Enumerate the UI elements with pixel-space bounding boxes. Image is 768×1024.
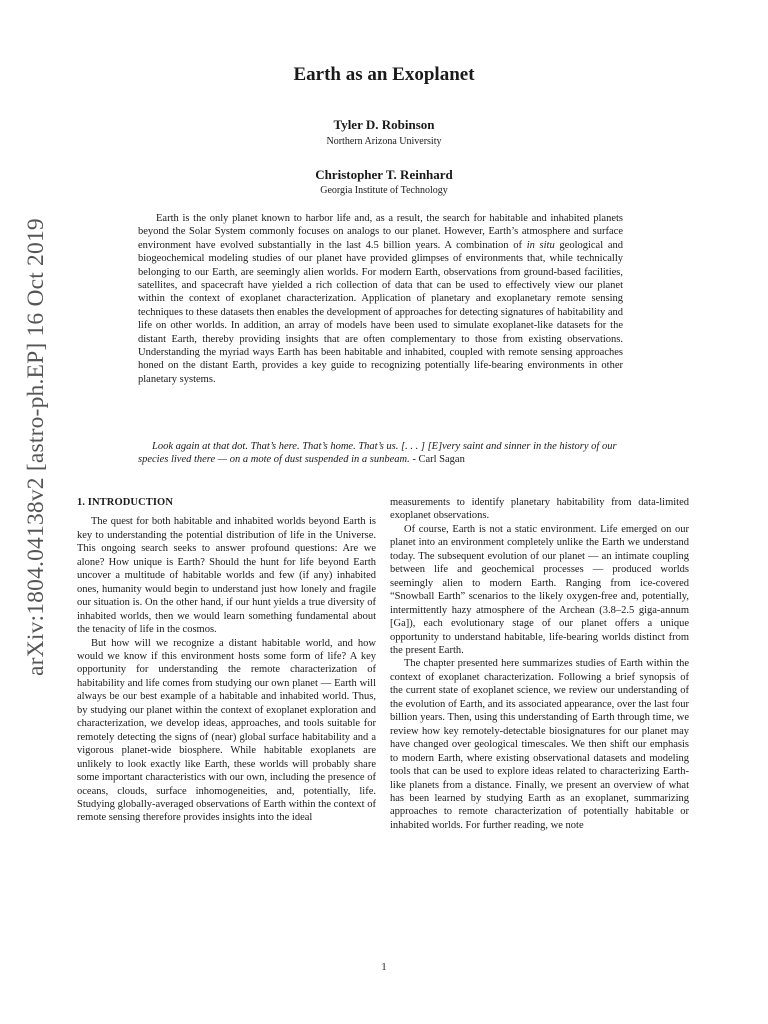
arxiv-identifier-stamp: [23, 218, 49, 676]
epigraph: [138, 440, 623, 467]
paragraph: But how will we recognize a distant habitable world, and how would we know if this environment hosts some form of life? A key opportunity for understanding the remote characterization of habitability and life comes from studying our own planet — Earth will always be our best example of a habitable and inhabited world. Thus, by studying our planet within the context of exoplanet exploration and characterization, we develop ideas, approaches, and tools suitable for remotely detecting the signs of (near) global surface habitability and a vigorous planet-wide biosphere. While habitable exoplanets are unlikely to look exactly like Earth, these worlds will probably share some important characteristics with our own, including the presence of oceans, clouds, surface inhomogeneities, and, potentially, life. Studying globally-averaged observations of Earth within the context of remote sensing therefore provides insights into the ideal: [77, 637, 376, 824]
epigraph-text: Look again at that dot. That’s here. That’s home. That’s us. [. . . ] [E]very saint and sinner in the history of our species lived there — on a mote of dust suspended in a sunbeam.: [138, 441, 617, 466]
author-affiliation-2: Georgia Institute of Technology: [320, 185, 448, 196]
abstract: [138, 212, 623, 386]
paper-title: Earth as an Exoplanet: [293, 64, 475, 85]
abstract-text-part-2: geological and biogeochemical modeling studies of our planet have provided glimpses of environments that, while technically belonging to our Earth, are seemingly alien worlds. For modern Earth, observations from ground-based facilities, satellites, and spacecraft have yielded a rich collection of data that can be used to effectively view our planet within the context of exoplanet characterization. Application of planetary and exoplanetary remote sensing techniques to these datasets then enables the development of approaches for detecting signatures of habitability and life on other worlds. In addition, an array of models have been used to simulate exoplanet-like datasets for the distant Earth, thereby providing insights that are often complementary to those from existing observations. Understanding the myriad ways Earth has been habitable and inhabited, coupled with remote sensing approaches honed on the distant Earth, provides a key guide to recognizing potentially life-bearing environments in other planetary systems.: [138, 239, 623, 385]
section-heading-introduction: 1. INTRODUCTION: [77, 497, 174, 508]
author-name-1: Tyler D. Robinson: [333, 117, 435, 132]
abstract-italic-term: in situ: [526, 239, 555, 251]
paragraph: The chapter presented here summarizes studies of Earth within the context of exoplanet characterization. Following a brief synopsis of the current state of exoplanet science, we review our understanding of the evolution of Earth, and its associated appearance, over the last four billion years. Then, using this understanding of Earth through time, we review how key remotely-detectable biosignatures for our planet may have changed over geological timescales. We then shift our emphasis to modern Earth, where existing observational datasets and modeling tools that can be used to explore ideas related to characterizing Earth-like planets from a distance. Finally, we present an overview of what has been learned by studying Earth as an exoplanet, summarizing approaches to remote characterization of potentially habitable or inhabited worlds. For further reading, we note: [390, 658, 689, 831]
left-column: [77, 496, 376, 825]
page-number: 1: [381, 962, 387, 973]
author-name-2: Christopher T. Reinhard: [315, 167, 453, 182]
paragraph: The quest for both habitable and inhabited worlds beyond Earth is key to understanding the potential distribution of life in the Universe. This ongoing search seeks to answer profound questions: Are we alone? How unique is Earth? Should the hunt for life beyond Earth uncover a multitude of habitable worlds and few (if any) inhabited ones, humanity would begin to understand just how lonely and fragile our situation is. On the other hand, if our hunt yields a true diversity of inhabited worlds, then we would learn something fundamental about the tenacity of life in the cosmos.: [77, 516, 376, 636]
paragraph: Of course, Earth is not a static environment. Life emerged on our planet into an environment completely unlike the Earth we understand today. The subsequent evolution of our planet — an intimate coupling between life and geochemical processes — produced worlds seemingly alien to modern Earth. Ranging from ice-covered “Snowball Earth” scenarios to the likely oxygen-free and, potentially, intermittently hazy atmosphere of the Archean (3.8–2.5 giga-annum [Ga]), each evolutionary stage of our planet offers a unique opportunity to understand habitable, life-bearing worlds distinct from the present Earth.: [390, 523, 689, 656]
paragraph-continued: measurements to identify planetary habitability from data-limited exoplanet observations.: [390, 497, 689, 522]
abstract-text-part-1: Earth is the only planet known to harbor life and, as a result, the search for habitable and inhabited planets beyond the Solar System commonly focuses on analogs to our planet. However, Earth’s atmosphere and surface environment have evolved substantially in the last 4.5 billion years. A combination of: [138, 213, 623, 251]
arxiv-identifier-text: arXiv:1804.04138v2 [astro-ph.EP] 16 Oct 2019: [23, 218, 49, 676]
epigraph-attribution: - Carl Sagan: [409, 454, 465, 466]
author-affiliation-1: Northern Arizona University: [326, 136, 442, 147]
right-column: [390, 496, 689, 832]
